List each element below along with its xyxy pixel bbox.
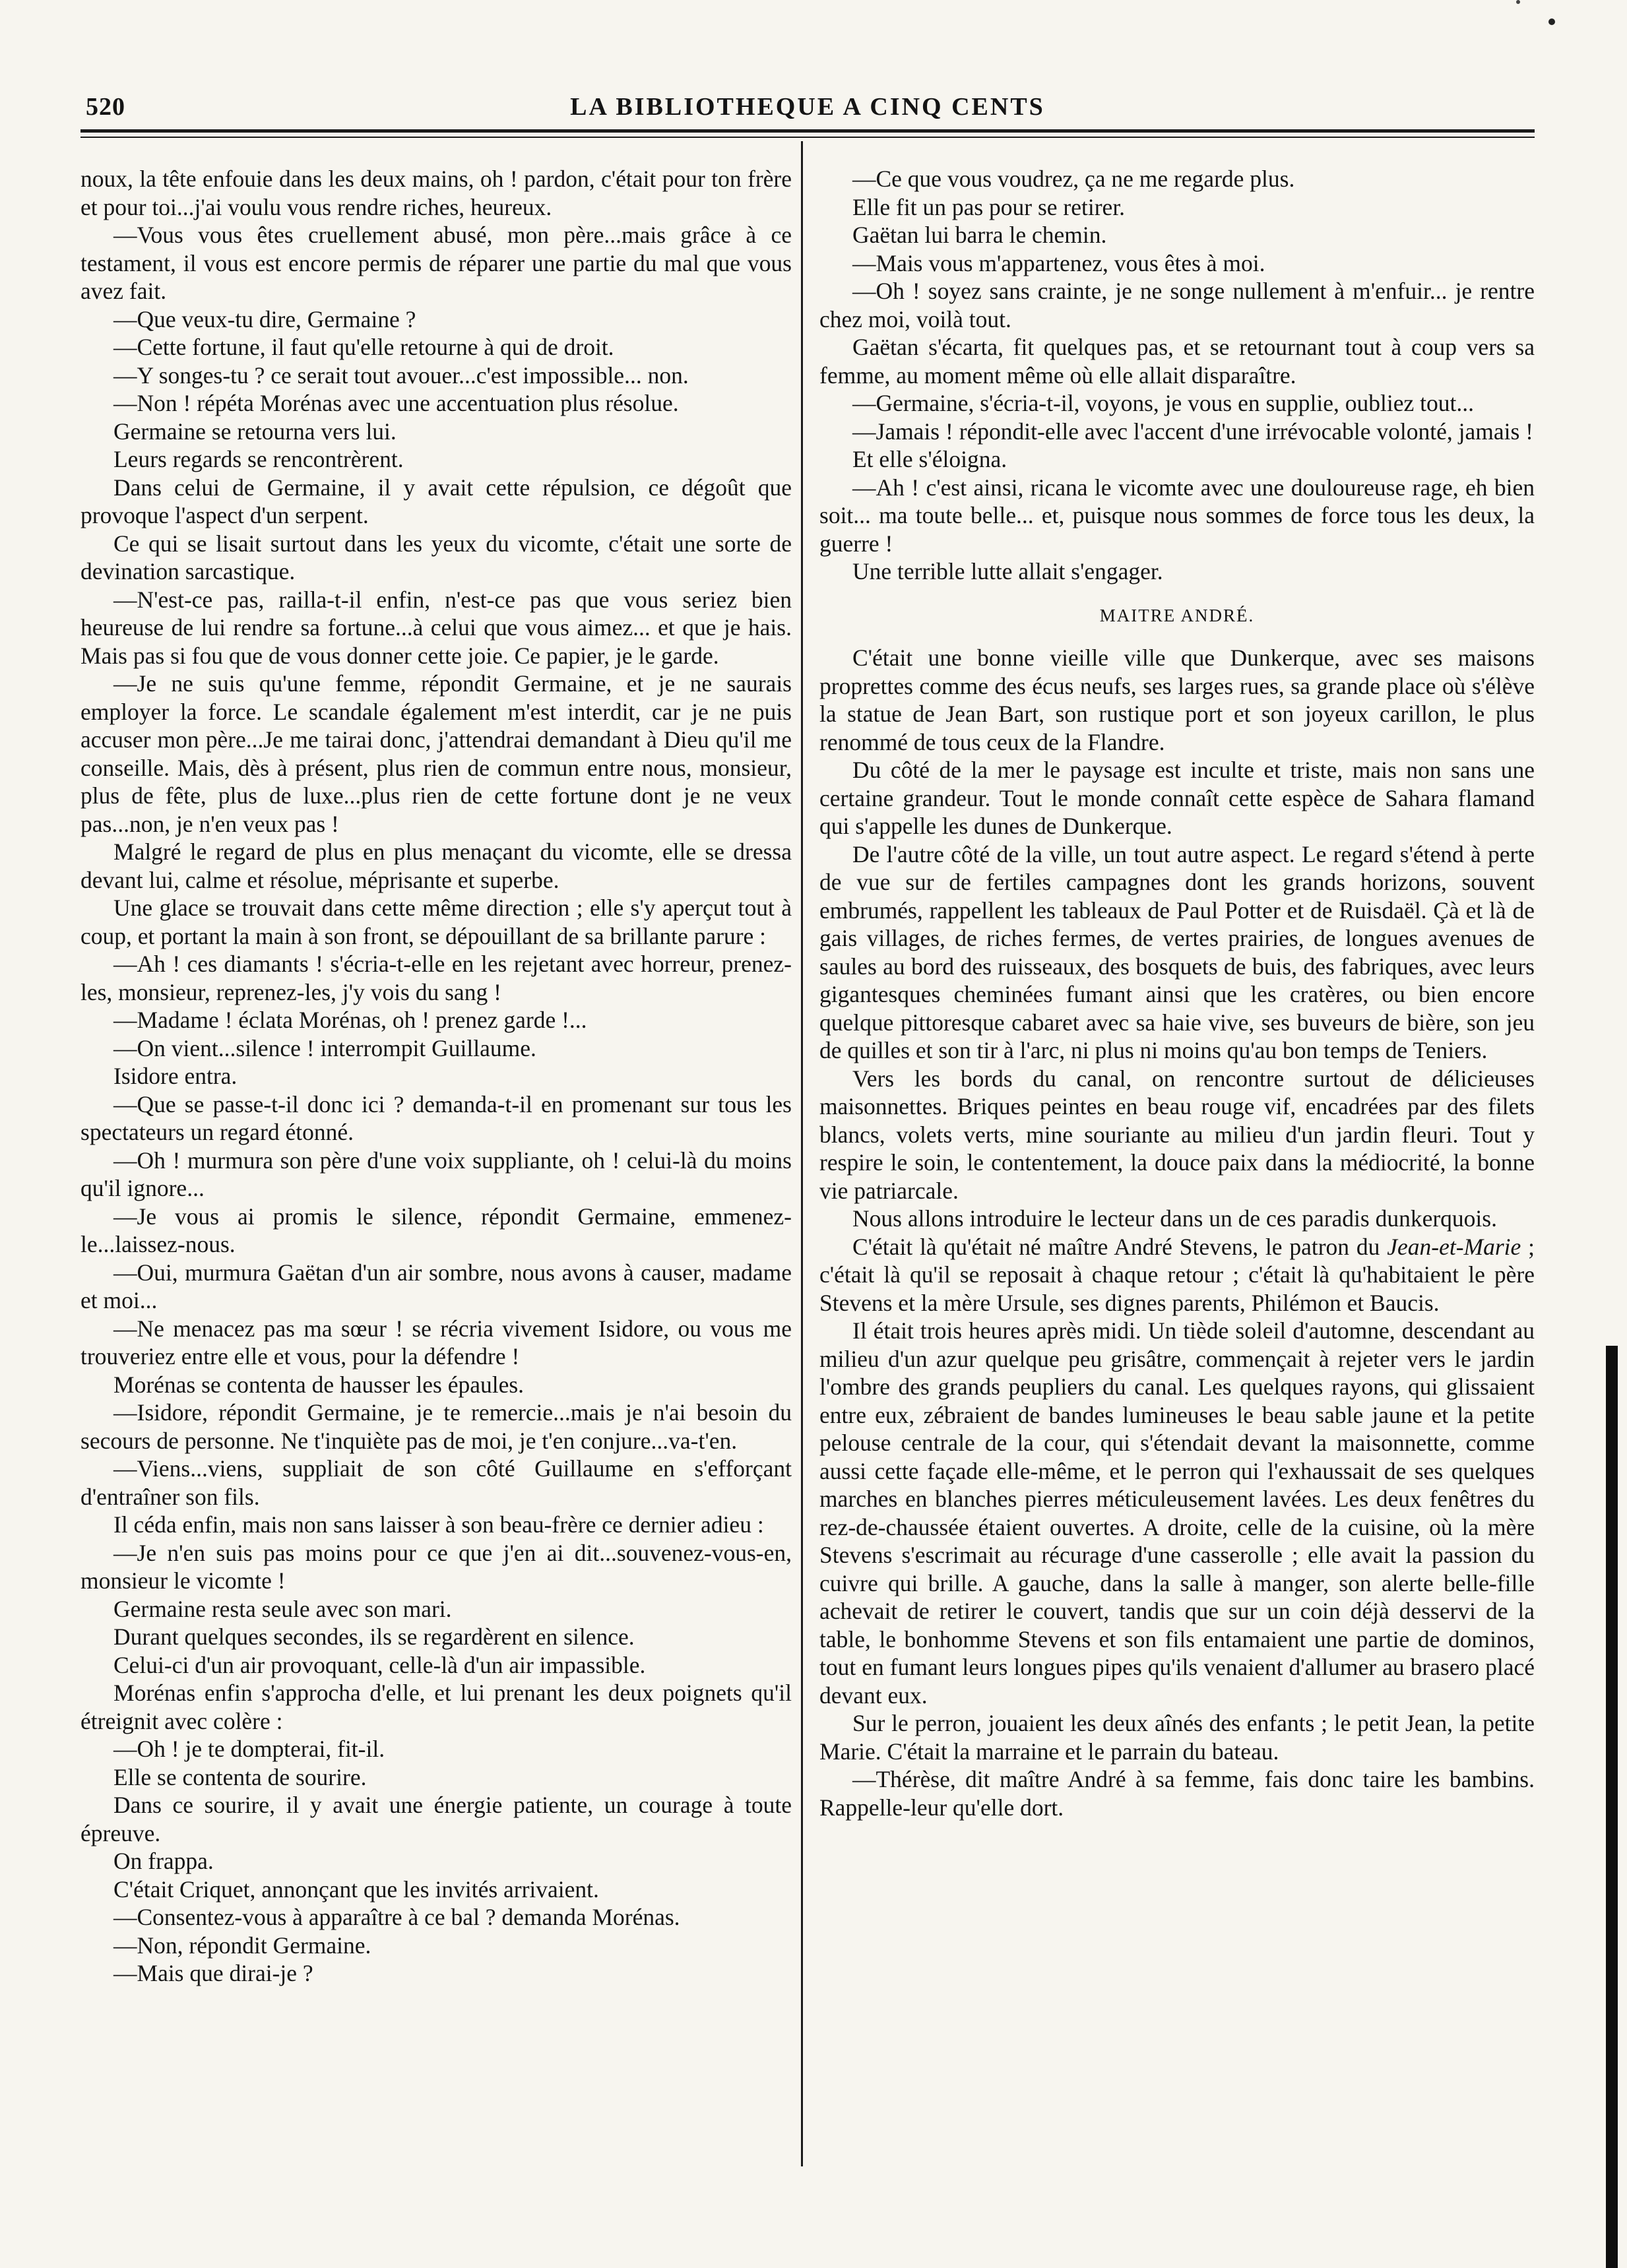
paragraph: Gaëtan s'écarta, fit quelques pas, et se retournant tout à coup vers sa femme, au moment même où elle allait disparaître. — [819, 334, 1535, 389]
paragraph: Il était trois heures après midi. Un tiède soleil d'automne, descendant au milieu d'un azur quelque peu grisâtre, commençait à rejeter vers le jardin l'ombre des grands peupliers du canal. Les quelques rayons, qui glissaient entre eux, zébraient de bandes lumineuses le beau sable jaune et la petite pelouse centrale de la cour, qui s'étendait devant la maisonnette, comme aussi cette façade elle-même, et le perron qui l'exhaussait de ses quelques marches en blanches pierres méticuleusement lavées. Les deux fenêtres du rez-de-chaussée étaient ouvertes. A droite, celle de la cuisine, où la mère Stevens s'escrimait au récurage d'une casserolle ; elle avait la passion du cuivre qui brille. A gauche, dans la salle à manger, son alerte belle-fille achevait de retirer le couvert, tandis que sur un coin déjà desservi de la table, le bonhomme Stevens et son fils entamaient une partie de dominos, tout en fumant leurs longues pipes qu'ils venaient d'allumer au brasero placé devant eux. — [819, 1317, 1535, 1709]
paragraph: Germaine resta seule avec son mari. — [113, 1595, 452, 1622]
paragraph: —Non, répondit Germaine. — [113, 1932, 371, 1959]
paragraph: Leurs regards se rencontrèrent. — [113, 446, 404, 472]
paragraph: De l'autre côté de la ville, un tout autre aspect. Le regard s'étend à perte de vue sur de fertiles campagnes dont les grands horizons, souvent embrumés, rappellent les tableaux de Paul Potter et de Ruisdaël. Çà et là de gais villages, de riches fermes, de vertes prairies, de longues avenues de saules au bord des ruisseaux, des bosquets de buis, des fabriques, avec leurs gigantesques cheminées fumant ainsi que les cratères, ou bien encore quelque pittoresque cabaret avec sa haie vive, ses buveurs de bière, son jeu de quilles et son tir à l'arc, ni plus ni moins qu'au bon temps de Teniers. — [819, 840, 1535, 1063]
paragraph: —Jamais ! répondit-elle avec l'accent d'une irrévocable volonté, jamais ! — [852, 418, 1533, 445]
paragraph: Gaëtan lui barra le chemin. — [852, 222, 1107, 248]
paragraph: Germaine se retourna vers lui. — [113, 418, 397, 445]
paragraph: —Vous vous êtes cruellement abusé, mon père...mais grâce à ce testament, il vous est encore permis de réparer une partie du mal que vous avez fait. — [80, 222, 792, 304]
paragraph: —Ah ! ces diamants ! s'écria-t-elle en les rejetant avec horreur, prenez-les, monsieur, reprenez-les, j'y vois du sang ! — [80, 951, 792, 1005]
right-column-top — [819, 165, 1535, 586]
paragraph: Ce qui se lisait surtout dans les yeux du vicomte, c'était une sorte de devination sarcastique. — [80, 530, 792, 584]
right-column-bottom — [819, 644, 1535, 1821]
paragraph: —Que veux-tu dire, Germaine ? — [113, 305, 416, 332]
paragraph: —Ne menacez pas ma sœur ! se récria vivement Isidore, ou vous me trouveriez entre elle et vous, pour la défendre ! — [80, 1315, 792, 1370]
paragraph: —Thérèse, dit maître André à sa femme, fais donc taire les bambins. Rappelle-leur qu'elle dort. — [819, 1766, 1535, 1821]
paragraph: —Non ! répéta Morénas avec une accentuation plus résolue. — [113, 390, 679, 416]
paragraph: C'était une bonne vieille ville que Dunkerque, avec ses maisons proprettes comme des écus neufs, ses larges rues, sa grande place où s'élève la statue de Jean Bart, son rustique port et son joyeux carillon, le plus renommé de tous ceux de la Flandre. — [819, 645, 1535, 755]
paragraph: Morénas se contenta de hausser les épaules. — [113, 1371, 525, 1398]
paragraph: Du côté de la mer le paysage est inculte et triste, mais non sans une certaine grandeur. Tout le monde connaît cette espèce de Sahara flamand qui s'appelle les dunes de Dunkerque. — [819, 757, 1535, 839]
paragraph: —Cette fortune, il faut qu'elle retourne à qui de droit. — [113, 334, 614, 360]
paragraph: Et elle s'éloigna. — [852, 446, 1007, 472]
paragraph: Sur le perron, jouaient les deux aînés des enfants ; le petit Jean, la petite Marie. C'était la marraine et le parrain du bateau. — [819, 1710, 1535, 1765]
paragraph: Isidore entra. — [113, 1063, 238, 1089]
page-edge-shadow — [1606, 1346, 1618, 2268]
header-rule — [80, 129, 1535, 133]
paragraph: —Mais que dirai-je ? — [113, 1960, 313, 1986]
paragraph: Une terrible lutte allait s'engager. — [852, 558, 1163, 584]
paragraph: Nous allons introduire le lecteur dans un de ces paradis dunkerquois. — [852, 1205, 1497, 1232]
paragraph: —Madame ! éclata Morénas, oh ! prenez garde !... — [113, 1007, 587, 1033]
paragraph: —Je ne suis qu'une femme, répondit Germaine, et je ne saurais employer la force. Le scandale également m'est interdit, car je ne puis accuser mon père...Je me tairai donc, j'attendrai demandant à Dieu qu'il me conseille. Mais, dès à présent, plus rien de commun entre nous, monsieur, plus de fête, plus de luxe...plus rien de cette fortune dont je ne veux pas...non, je n'en veux pas ! — [80, 670, 792, 837]
paragraph: —Que se passe-t-il donc ici ? demanda-t-il en promenant sur tous les spectateurs un regard étonné. — [80, 1090, 792, 1145]
paragraph: Il céda enfin, mais non sans laisser à son beau-frère ce dernier adieu : — [113, 1511, 764, 1538]
header-rule-thin — [80, 137, 1535, 138]
paragraph: —Germaine, s'écria-t-il, voyons, je vous en supplie, oubliez tout... — [852, 390, 1474, 416]
paragraph: C'était Criquet, annonçant que les invités arrivaient. — [113, 1875, 599, 1903]
paragraph: —Oh ! soyez sans crainte, je ne songe nullement à m'enfuir... je rentre chez moi, voilà tout. — [819, 278, 1535, 332]
paragraph: Elle fit un pas pour se retirer. — [852, 193, 1126, 220]
paragraph: Vers les bords du canal, on rencontre surtout de délicieuses maisonnettes. Briques peintes en beau rouge vif, encadrées par des filets blancs, volets verts, mine souriante au milieu d'un jardin fleuri. Tout y respire le soin, le contentement, la douce paix dans la médiocrité, la bonne vie patriarcale. — [819, 1065, 1535, 1204]
paragraph: Elle se contenta de sourire. — [113, 1763, 367, 1790]
column-divider — [801, 141, 803, 2166]
paragraph: —Je n'en suis pas moins pour ce que j'en ai dit...souvenez-vous-en, monsieur le vicomte ! — [80, 1539, 792, 1594]
paragraph: —Ce que vous voudrez, ça ne me regarde plus. — [852, 166, 1295, 192]
right-column — [819, 165, 1535, 1821]
paragraph: —Consentez-vous à apparaître à ce bal ? demanda Morénas. — [113, 1904, 680, 1930]
paragraph: noux, la tête enfouie dans les deux mains, oh ! pardon, c'était pour ton frère et pour toi...j'ai voulu vous rendre riches, heureux. — [80, 166, 792, 220]
paragraph: —Isidore, répondit Germaine, je te remercie...mais je n'ai besoin du secours de personne. Ne t'inquiète pas de moi, je t'en conjure...va-t'en. — [80, 1399, 792, 1454]
paragraph: —On vient...silence ! interrompit Guillaume. — [113, 1034, 536, 1061]
paragraph: C'était là qu'était né maître André Stevens, le patron du Jean-et-Marie ; c'était là qu'il se reposait à chaque retour ; c'était là qu'habitaient le père Stevens et la mère Ursule, ses dignes parents, Philémon et Baucis. — [819, 1233, 1535, 1316]
paragraph: Durant quelques secondes, ils se regardèrent en silence. — [113, 1623, 635, 1650]
paragraph: Dans celui de Germaine, il y avait cette répulsion, ce dégoût que provoque l'aspect d'un serpent. — [80, 474, 792, 528]
paragraph: Morénas enfin s'approcha d'elle, et lui prenant les deux poignets qu'il étreignit avec colère : — [80, 1680, 792, 1734]
paragraph: —Viens...viens, suppliait de son côté Guillaume en s'efforçant d'entraîner son fils. — [80, 1455, 792, 1510]
paragraph: Celui-ci d'un air provoquant, celle-là d'un air impassible. — [113, 1651, 646, 1678]
left-column — [80, 165, 792, 1988]
paragraph: —N'est-ce pas, railla-t-il enfin, n'est-ce pas que vous seriez bien heureuse de lui rendre sa fortune...à celui que vous aimez... et que je hais. Mais pas si fou que de vous donner cette joie. Ce papier, je le garde. — [80, 586, 792, 669]
paragraph: —Oh ! murmura son père d'une voix suppliante, oh ! celui-là du moins qu'il ignore... — [80, 1147, 792, 1201]
paragraph: On frappa. — [113, 1848, 214, 1874]
paragraph: Malgré le regard de plus en plus menaçant du vicomte, elle se dressa devant lui, calme et résolue, méprisante et superbe. — [80, 838, 792, 893]
page-header — [80, 92, 1535, 128]
paragraph: —Ah ! c'est ainsi, ricana le vicomte avec une douloureuse rage, eh bien soit... ma toute belle... et, puisque nous sommes de force tous les deux, la guerre ! — [819, 474, 1535, 557]
paragraph: —Oui, murmura Gaëtan d'un air sombre, nous avons à causer, madame et moi... — [80, 1259, 792, 1313]
running-title: LA BIBLIOTHEQUE A CINQ CENTS — [570, 93, 1045, 121]
paragraph: —Oh ! je te dompterai, fit-il. — [113, 1736, 385, 1762]
paragraph: Une glace se trouvait dans cette même direction ; elle s'y aperçut tout à coup, et portant la main à son front, se dépouillant de sa brillante parure : — [80, 895, 792, 949]
paragraph: —Mais vous m'appartenez, vous êtes à moi. — [852, 249, 1265, 276]
paragraph: —Je vous ai promis le silence, répondit Germaine, emmenez-le...laissez-nous. — [80, 1203, 792, 1257]
section-title: MAITRE ANDRÉ. — [1099, 605, 1255, 625]
ink-speck — [1516, 0, 1520, 4]
page-number: 520 — [86, 93, 125, 121]
ink-speck — [1548, 18, 1555, 25]
paragraph: Dans ce sourire, il y avait une énergie patiente, un courage à toute épreuve. — [80, 1792, 792, 1846]
paragraph: —Y songes-tu ? ce serait tout avouer...c'est impossible... non. — [113, 362, 689, 389]
